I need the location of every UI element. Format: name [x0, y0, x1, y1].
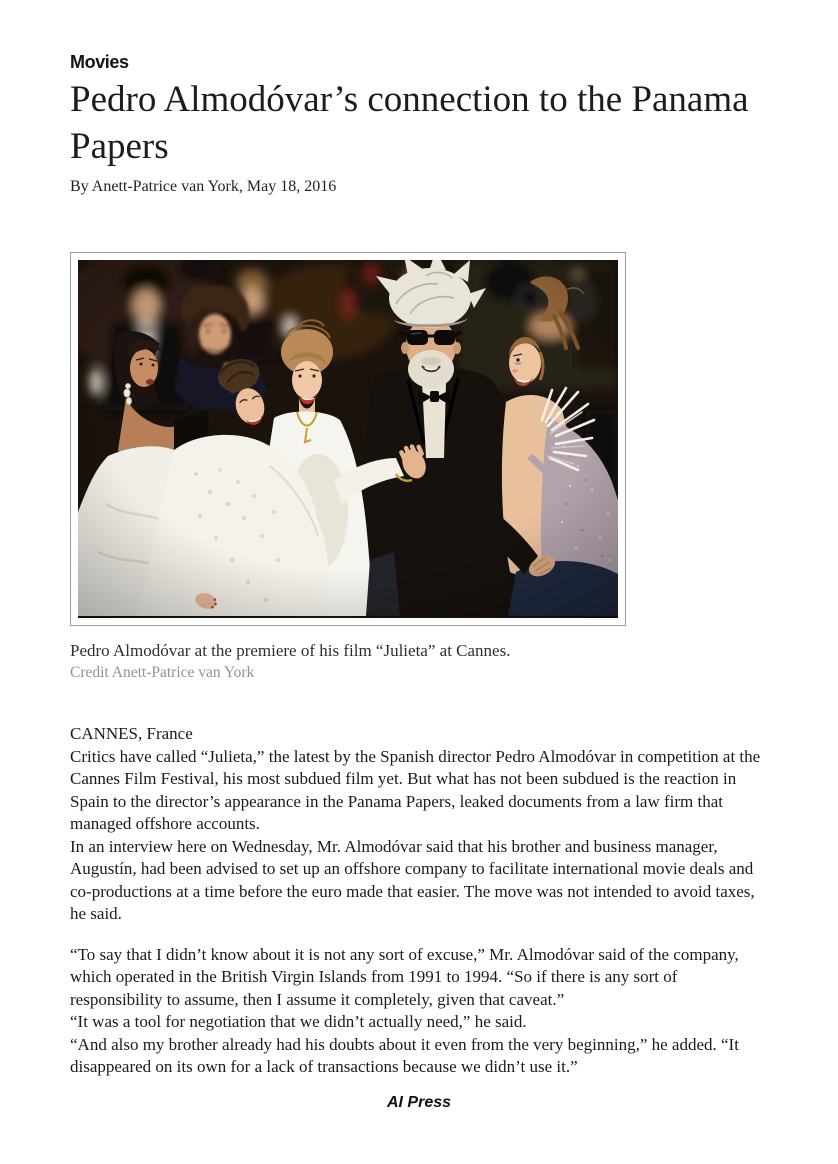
byline: By Anett-Patrice van York, May 18, 2016	[70, 178, 337, 195]
brand-footer: AI Press	[386, 1093, 452, 1111]
photo-frame	[70, 252, 626, 626]
headline: Pedro Almodóvar’s connection to the Panama Papers	[70, 79, 749, 167]
article-body	[70, 723, 768, 1079]
section-kicker: Movies	[70, 52, 129, 72]
paragraph-line: “And also my brother already had his doubts about it even from the very beginning,” he added. “It disappeared on its own for a lack of transactions because we didn’t use it.”	[70, 1034, 739, 1076]
paragraph-line: “To say that I didn’t know about it is not any sort of excuse,” Mr. Almodóvar said of the company, which operated in the British Virgin Islands from 1991 to 1994. “So if there is any sort of responsibility to assume, then I assume it completely, given that caveat.”	[70, 944, 739, 1009]
paragraph-line: CANNES, France	[70, 724, 193, 743]
photo-credit: Credit Anett-Patrice van York	[70, 664, 255, 681]
paragraph-line: In an interview here on Wednesday, Mr. Almodóvar said that his brother and business manager, Augustín, had been advised to set up an offshore company to facilitate international movie deals and co-productions at a time before the euro made that easier. The move was not intended to avoid taxes, he said.	[70, 836, 755, 923]
paragraph-line: “It was a tool for negotiation that we didn’t actually need,” he said.	[70, 1012, 527, 1031]
paragraph	[70, 723, 768, 926]
paragraph-line: Critics have called “Julieta,” the latest by the Spanish director Pedro Almodóvar in competition at the Cannes Film Festival, his most subdued film yet. But what has not been subdued is the reaction in Spain to the director’s appearance in the Panama Papers, leaked documents from a law firm that managed offshore accounts.	[70, 746, 761, 833]
figure	[70, 252, 768, 683]
premiere-photo	[78, 260, 618, 618]
paragraph	[70, 944, 768, 1079]
photo-caption: Pedro Almodóvar at the premiere of his film “Julieta” at Cannes.	[70, 641, 511, 660]
